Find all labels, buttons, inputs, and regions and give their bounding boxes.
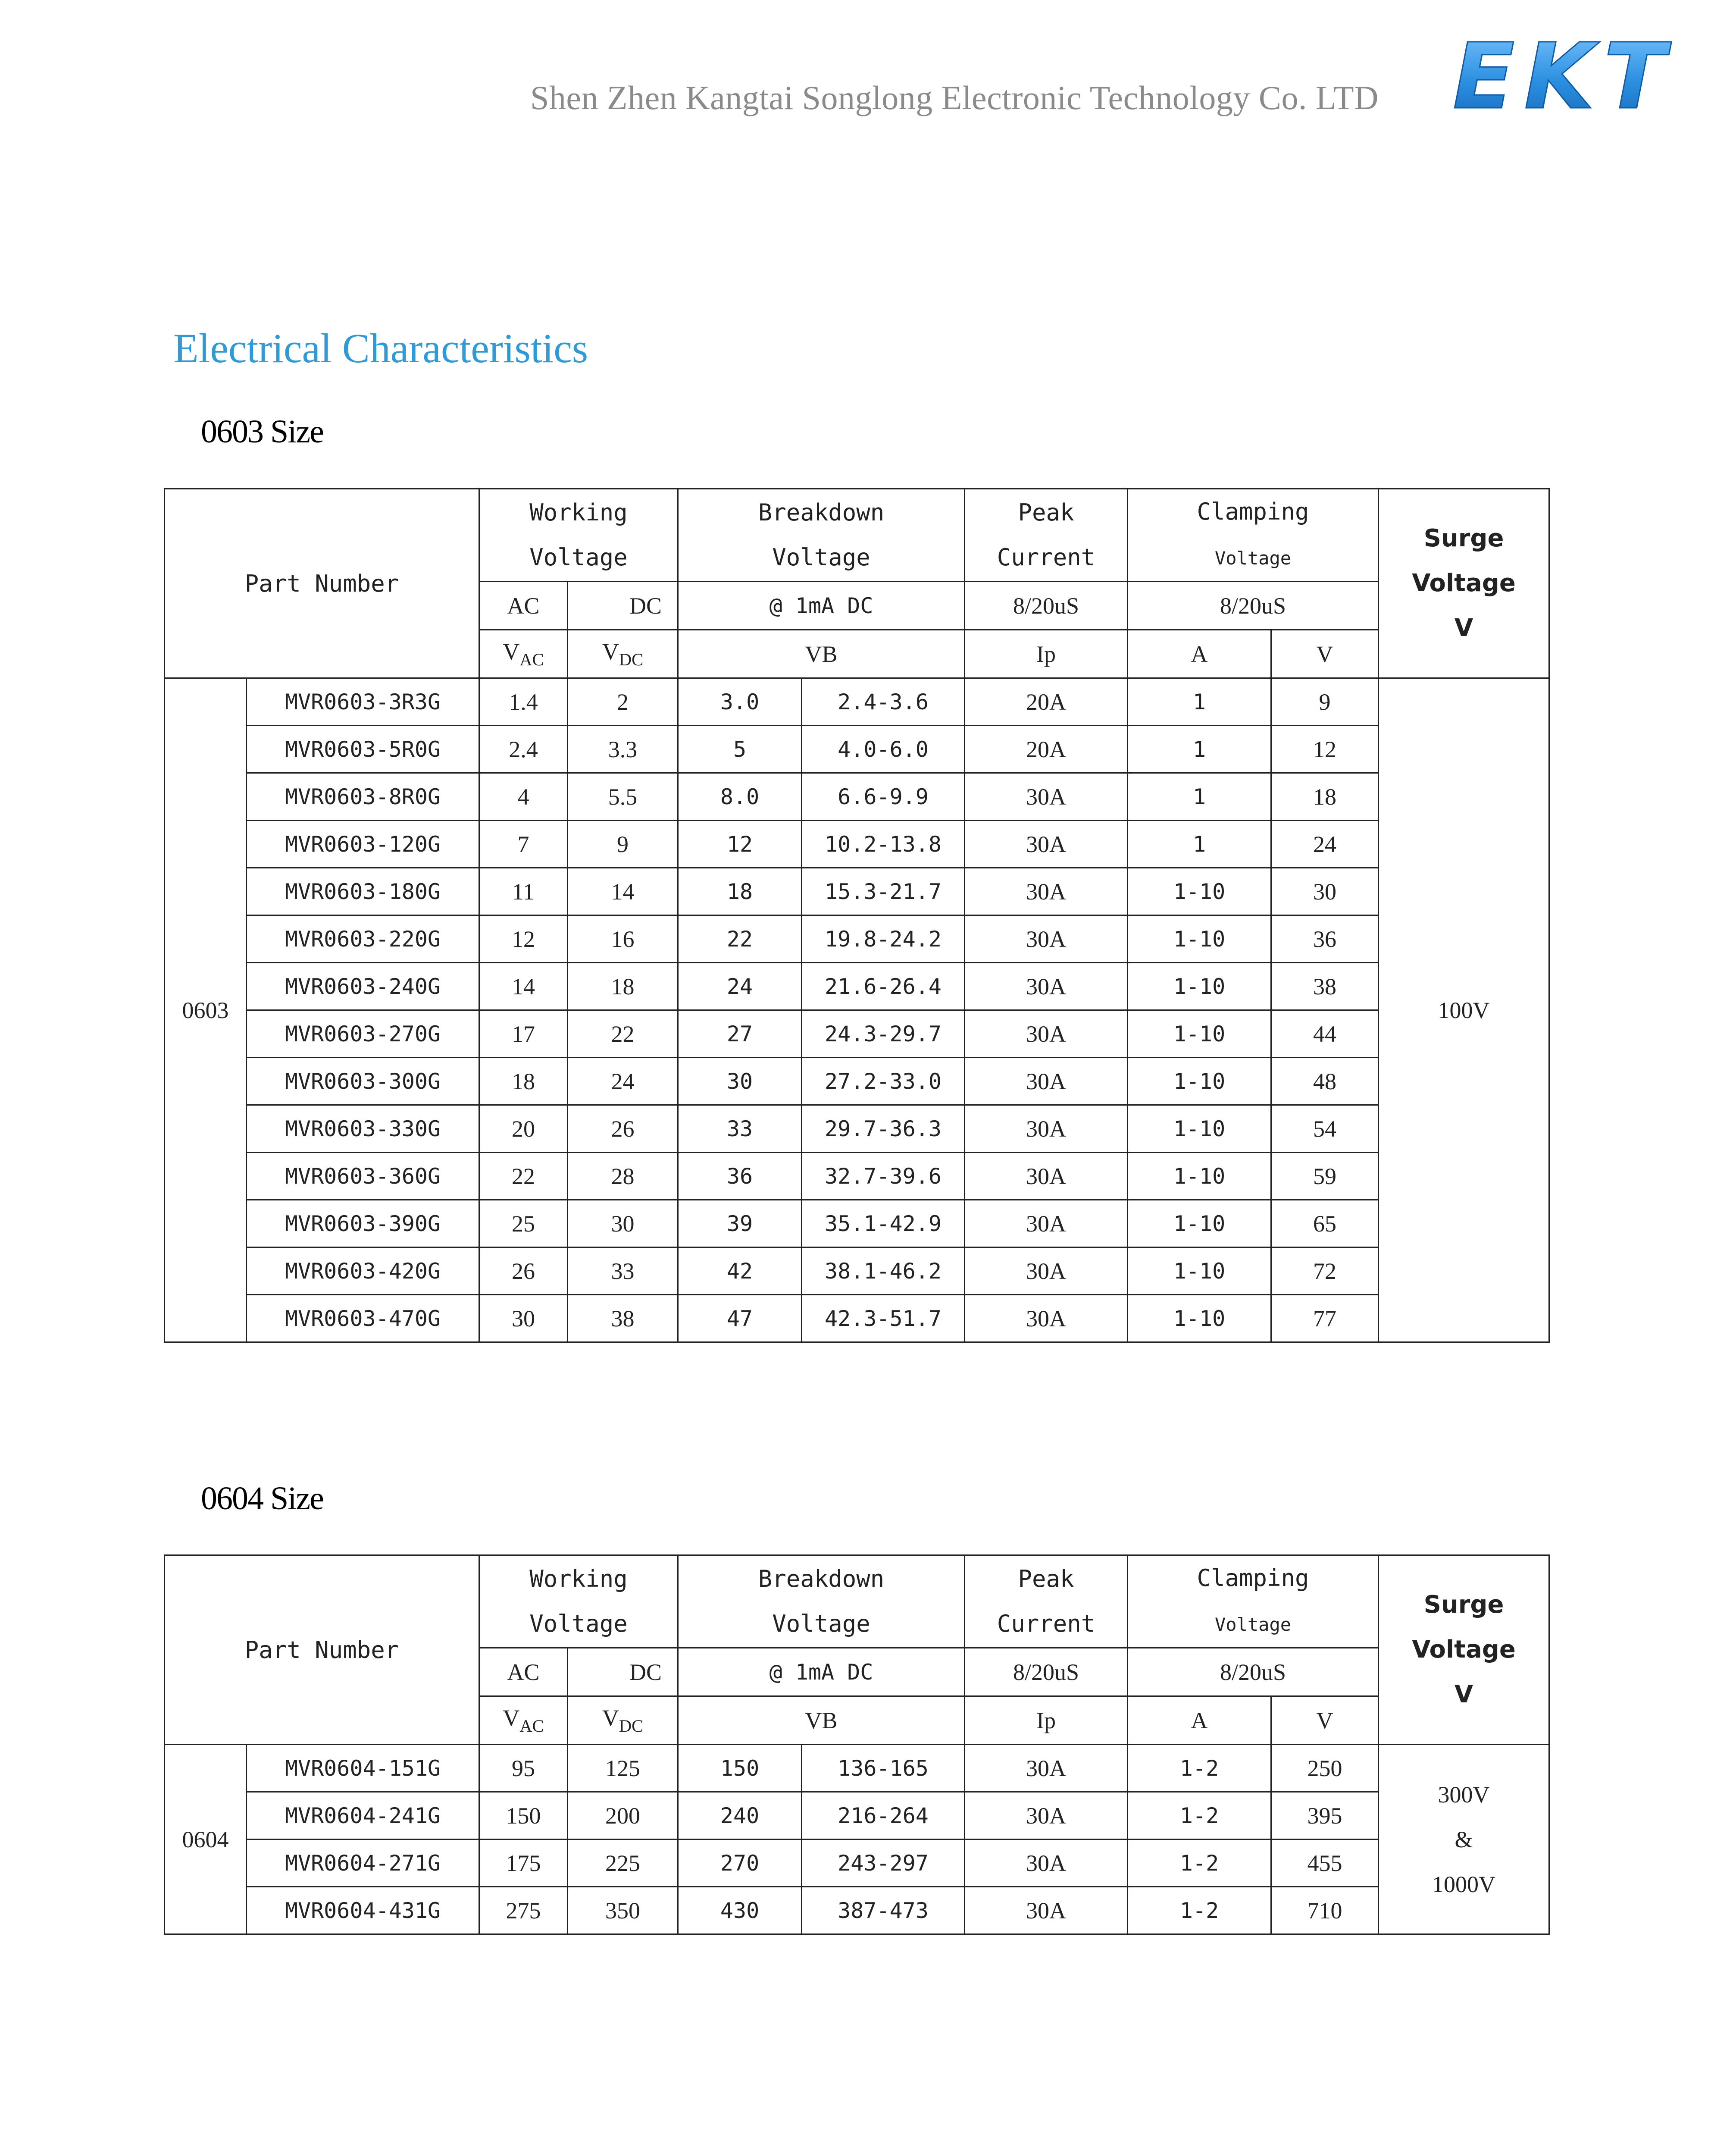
vb-cell: 430 bbox=[678, 1887, 802, 1934]
vb-range-cell: 2.4-3.6 bbox=[802, 678, 965, 726]
ip-cell: 30A bbox=[965, 1105, 1128, 1153]
vdc-cell: 5.5 bbox=[568, 773, 678, 821]
clamp-current-cell: 1 bbox=[1128, 678, 1271, 726]
vb-range-cell: 29.7-36.3 bbox=[802, 1105, 965, 1153]
vdc-cell: 28 bbox=[568, 1153, 678, 1200]
part-number-cell: MVR0604-241G bbox=[247, 1792, 479, 1839]
clamp-voltage-cell: 36 bbox=[1271, 915, 1379, 963]
part-number-cell: MVR0603-120G bbox=[247, 821, 479, 868]
part-number-cell: MVR0603-270G bbox=[247, 1010, 479, 1058]
table-row bbox=[165, 963, 1549, 1010]
table-row bbox=[165, 868, 1549, 915]
vb-cell: 18 bbox=[678, 868, 802, 915]
clamp-voltage-cell: 72 bbox=[1271, 1247, 1379, 1295]
table-row bbox=[165, 678, 1549, 726]
header-ip: Ip bbox=[965, 1696, 1128, 1745]
clamp-voltage-cell: 30 bbox=[1271, 868, 1379, 915]
company-logo bbox=[1448, 26, 1690, 134]
header-ac: AC bbox=[479, 1648, 568, 1696]
ip-cell: 30A bbox=[965, 1839, 1128, 1887]
vb-cell: 3.0 bbox=[678, 678, 802, 726]
vb-cell: 8.0 bbox=[678, 773, 802, 821]
clamp-voltage-cell: 77 bbox=[1271, 1295, 1379, 1342]
vb-range-cell: 216-264 bbox=[802, 1792, 965, 1839]
size-group-cell: 0603 bbox=[165, 678, 247, 1342]
ip-cell: 30A bbox=[965, 1200, 1128, 1247]
header-a: A bbox=[1128, 1696, 1271, 1745]
table-row bbox=[165, 1745, 1549, 1792]
size-group-cell: 0604 bbox=[165, 1745, 247, 1934]
vdc-cell: 350 bbox=[568, 1887, 678, 1934]
vb-cell: 150 bbox=[678, 1745, 802, 1792]
table-row bbox=[165, 1105, 1549, 1153]
part-number-cell: MVR0604-431G bbox=[247, 1887, 479, 1934]
clamp-current-cell: 1-10 bbox=[1128, 1058, 1271, 1105]
header-surge-voltage: Surge Voltage V bbox=[1379, 489, 1549, 678]
header-breakdown-condition: @ 1mA DC bbox=[678, 582, 965, 630]
clamp-voltage-cell: 54 bbox=[1271, 1105, 1379, 1153]
clamp-current-cell: 1-10 bbox=[1128, 1200, 1271, 1247]
table-row bbox=[165, 726, 1549, 773]
vb-cell: 36 bbox=[678, 1153, 802, 1200]
size-title-0604: 0604 Size bbox=[201, 1480, 323, 1517]
part-number-cell: MVR0604-151G bbox=[247, 1745, 479, 1792]
vdc-cell: 225 bbox=[568, 1839, 678, 1887]
rows-0604 bbox=[165, 1745, 1549, 1934]
vb-range-cell: 10.2-13.8 bbox=[802, 821, 965, 868]
vb-cell: 33 bbox=[678, 1105, 802, 1153]
vac-cell: 14 bbox=[479, 963, 568, 1010]
rows-0603 bbox=[165, 678, 1549, 1342]
part-number-cell: MVR0603-180G bbox=[247, 868, 479, 915]
header-surge-voltage: Surge Voltage V bbox=[1379, 1555, 1549, 1745]
spec-table-0604 bbox=[164, 1554, 1550, 1935]
header-vb: VB bbox=[678, 630, 965, 678]
part-number-cell: MVR0603-3R3G bbox=[247, 678, 479, 726]
vdc-cell: 3.3 bbox=[568, 726, 678, 773]
ip-cell: 20A bbox=[965, 726, 1128, 773]
vdc-cell: 33 bbox=[568, 1247, 678, 1295]
table-row bbox=[165, 1010, 1549, 1058]
header-vdc: $V_{DC}$ bbox=[568, 630, 678, 678]
vdc-cell: 38 bbox=[568, 1295, 678, 1342]
vac-cell: 26 bbox=[479, 1247, 568, 1295]
clamp-current-cell: 1-2 bbox=[1128, 1887, 1271, 1934]
vdc-cell: 200 bbox=[568, 1792, 678, 1839]
clamp-voltage-cell: 48 bbox=[1271, 1058, 1379, 1105]
clamp-current-cell: 1-10 bbox=[1128, 868, 1271, 915]
ip-cell: 30A bbox=[965, 915, 1128, 963]
table-row bbox=[165, 1058, 1549, 1105]
ip-cell: 30A bbox=[965, 1010, 1128, 1058]
clamp-voltage-cell: 455 bbox=[1271, 1839, 1379, 1887]
part-number-cell: MVR0603-420G bbox=[247, 1247, 479, 1295]
table-row bbox=[165, 1247, 1549, 1295]
table-row bbox=[165, 1792, 1549, 1839]
part-number-cell: MVR0603-5R0G bbox=[247, 726, 479, 773]
vdc-cell: 30 bbox=[568, 1200, 678, 1247]
clamp-current-cell: 1-10 bbox=[1128, 915, 1271, 963]
vb-range-cell: 24.3-29.7 bbox=[802, 1010, 965, 1058]
surge-voltage-cell: 300V & 1000V bbox=[1379, 1745, 1549, 1934]
vdc-cell: 26 bbox=[568, 1105, 678, 1153]
table-row bbox=[165, 1153, 1549, 1200]
table-row bbox=[165, 773, 1549, 821]
table-row bbox=[165, 1200, 1549, 1247]
surge-voltage-cell: 100V bbox=[1379, 678, 1549, 1342]
header-dc: DC bbox=[568, 1648, 678, 1696]
header-clamp-condition: 8/20uS bbox=[1128, 1648, 1379, 1696]
clamp-current-cell: 1-10 bbox=[1128, 1105, 1271, 1153]
ip-cell: 30A bbox=[965, 868, 1128, 915]
clamp-voltage-cell: 24 bbox=[1271, 821, 1379, 868]
clamp-current-cell: 1-10 bbox=[1128, 1295, 1271, 1342]
vb-cell: 42 bbox=[678, 1247, 802, 1295]
header-ip: Ip bbox=[965, 630, 1128, 678]
table-row bbox=[165, 1839, 1549, 1887]
size-title-0603: 0603 Size bbox=[201, 414, 323, 450]
vb-range-cell: 21.6-26.4 bbox=[802, 963, 965, 1010]
clamp-current-cell: 1-10 bbox=[1128, 1247, 1271, 1295]
header-clamping-voltage: Clamping Voltage bbox=[1128, 489, 1379, 582]
header-vac: $V_{AC}$ bbox=[479, 1696, 568, 1745]
clamp-voltage-cell: 59 bbox=[1271, 1153, 1379, 1200]
header-peak-current: Peak Current bbox=[965, 1555, 1128, 1648]
part-number-cell: MVR0603-8R0G bbox=[247, 773, 479, 821]
vb-range-cell: 19.8-24.2 bbox=[802, 915, 965, 963]
vb-cell: 240 bbox=[678, 1792, 802, 1839]
header-vdc: $V_{DC}$ bbox=[568, 1696, 678, 1745]
vb-range-cell: 32.7-39.6 bbox=[802, 1153, 965, 1200]
section-title: Electrical Characteristics bbox=[173, 325, 588, 371]
header-vac: $V_{AC}$ bbox=[479, 630, 568, 678]
clamp-voltage-cell: 710 bbox=[1271, 1887, 1379, 1934]
vac-cell: 12 bbox=[479, 915, 568, 963]
ip-cell: 30A bbox=[965, 1792, 1128, 1839]
clamp-current-cell: 1 bbox=[1128, 726, 1271, 773]
clamp-voltage-cell: 12 bbox=[1271, 726, 1379, 773]
ip-cell: 30A bbox=[965, 1058, 1128, 1105]
clamp-current-cell: 1-2 bbox=[1128, 1745, 1271, 1792]
vac-cell: 18 bbox=[479, 1058, 568, 1105]
vdc-cell: 9 bbox=[568, 821, 678, 868]
vb-range-cell: 27.2-33.0 bbox=[802, 1058, 965, 1105]
clamp-current-cell: 1-10 bbox=[1128, 1153, 1271, 1200]
header-part-number: Part Number bbox=[165, 1555, 479, 1745]
vb-cell: 270 bbox=[678, 1839, 802, 1887]
vb-cell: 5 bbox=[678, 726, 802, 773]
part-number-cell: MVR0603-390G bbox=[247, 1200, 479, 1247]
vac-cell: 20 bbox=[479, 1105, 568, 1153]
ip-cell: 30A bbox=[965, 773, 1128, 821]
ip-cell: 30A bbox=[965, 1745, 1128, 1792]
ip-cell: 30A bbox=[965, 1247, 1128, 1295]
ip-cell: 30A bbox=[965, 963, 1128, 1010]
vb-cell: 27 bbox=[678, 1010, 802, 1058]
vb-range-cell: 6.6-9.9 bbox=[802, 773, 965, 821]
vb-range-cell: 35.1-42.9 bbox=[802, 1200, 965, 1247]
header-vb: VB bbox=[678, 1696, 965, 1745]
vb-range-cell: 243-297 bbox=[802, 1839, 965, 1887]
header-breakdown-condition: @ 1mA DC bbox=[678, 1648, 965, 1696]
ip-cell: 30A bbox=[965, 821, 1128, 868]
vac-cell: 175 bbox=[479, 1839, 568, 1887]
header-clamping-voltage: Clamping Voltage bbox=[1128, 1555, 1379, 1648]
vb-range-cell: 38.1-46.2 bbox=[802, 1247, 965, 1295]
table-row bbox=[165, 821, 1549, 868]
header-working-voltage: Working Voltage bbox=[479, 489, 678, 582]
clamp-current-cell: 1 bbox=[1128, 821, 1271, 868]
part-number-cell: MVR0603-220G bbox=[247, 915, 479, 963]
vb-cell: 39 bbox=[678, 1200, 802, 1247]
vdc-cell: 2 bbox=[568, 678, 678, 726]
vb-range-cell: 15.3-21.7 bbox=[802, 868, 965, 915]
vac-cell: 2.4 bbox=[479, 726, 568, 773]
clamp-voltage-cell: 38 bbox=[1271, 963, 1379, 1010]
vac-cell: 30 bbox=[479, 1295, 568, 1342]
vb-range-cell: 387-473 bbox=[802, 1887, 965, 1934]
header-clamp-condition: 8/20uS bbox=[1128, 582, 1379, 630]
clamp-current-cell: 1-2 bbox=[1128, 1792, 1271, 1839]
vb-cell: 30 bbox=[678, 1058, 802, 1105]
vac-cell: 7 bbox=[479, 821, 568, 868]
clamp-voltage-cell: 65 bbox=[1271, 1200, 1379, 1247]
header-ac: AC bbox=[479, 582, 568, 630]
vb-range-cell: 136-165 bbox=[802, 1745, 965, 1792]
part-number-cell: MVR0604-271G bbox=[247, 1839, 479, 1887]
vb-range-cell: 4.0-6.0 bbox=[802, 726, 965, 773]
vb-cell: 47 bbox=[678, 1295, 802, 1342]
part-number-cell: MVR0603-360G bbox=[247, 1153, 479, 1200]
vdc-cell: 14 bbox=[568, 868, 678, 915]
clamp-current-cell: 1 bbox=[1128, 773, 1271, 821]
header-part-number: Part Number bbox=[165, 489, 479, 678]
part-number-cell: MVR0603-470G bbox=[247, 1295, 479, 1342]
vac-cell: 25 bbox=[479, 1200, 568, 1247]
vac-cell: 95 bbox=[479, 1745, 568, 1792]
header-peak-current: Peak Current bbox=[965, 489, 1128, 582]
header-peak-condition: 8/20uS bbox=[965, 1648, 1128, 1696]
clamp-voltage-cell: 18 bbox=[1271, 773, 1379, 821]
vac-cell: 150 bbox=[479, 1792, 568, 1839]
clamp-current-cell: 1-10 bbox=[1128, 1010, 1271, 1058]
clamp-current-cell: 1-2 bbox=[1128, 1839, 1271, 1887]
part-number-cell: MVR0603-330G bbox=[247, 1105, 479, 1153]
header-working-voltage: Working Voltage bbox=[479, 1555, 678, 1648]
vdc-cell: 16 bbox=[568, 915, 678, 963]
vac-cell: 275 bbox=[479, 1887, 568, 1934]
header-breakdown-voltage: Breakdown Voltage bbox=[678, 489, 965, 582]
vb-range-cell: 42.3-51.7 bbox=[802, 1295, 965, 1342]
clamp-current-cell: 1-10 bbox=[1128, 963, 1271, 1010]
clamp-voltage-cell: 395 bbox=[1271, 1792, 1379, 1839]
header-breakdown-voltage: Breakdown Voltage bbox=[678, 1555, 965, 1648]
vac-cell: 22 bbox=[479, 1153, 568, 1200]
clamp-voltage-cell: 44 bbox=[1271, 1010, 1379, 1058]
vb-cell: 22 bbox=[678, 915, 802, 963]
header-v: V bbox=[1271, 630, 1379, 678]
clamp-voltage-cell: 9 bbox=[1271, 678, 1379, 726]
vb-cell: 12 bbox=[678, 821, 802, 868]
header-peak-condition: 8/20uS bbox=[965, 582, 1128, 630]
vac-cell: 4 bbox=[479, 773, 568, 821]
table-row bbox=[165, 1295, 1549, 1342]
company-name: Shen Zhen Kangtai Songlong Electronic Technology Co. LTD bbox=[530, 79, 1379, 116]
ip-cell: 20A bbox=[965, 678, 1128, 726]
ip-cell: 30A bbox=[965, 1295, 1128, 1342]
header-a: A bbox=[1128, 630, 1271, 678]
vdc-cell: 24 bbox=[568, 1058, 678, 1105]
part-number-cell: MVR0603-300G bbox=[247, 1058, 479, 1105]
vac-cell: 1.4 bbox=[479, 678, 568, 726]
header-v: V bbox=[1271, 1696, 1379, 1745]
table-row bbox=[165, 1887, 1549, 1934]
vdc-cell: 22 bbox=[568, 1010, 678, 1058]
part-number-cell: MVR0603-240G bbox=[247, 963, 479, 1010]
header-dc: DC bbox=[568, 582, 678, 630]
vac-cell: 17 bbox=[479, 1010, 568, 1058]
clamp-voltage-cell: 250 bbox=[1271, 1745, 1379, 1792]
vdc-cell: 125 bbox=[568, 1745, 678, 1792]
ip-cell: 30A bbox=[965, 1887, 1128, 1934]
ip-cell: 30A bbox=[965, 1153, 1128, 1200]
logo-text: EKT bbox=[1453, 26, 1675, 129]
vb-cell: 24 bbox=[678, 963, 802, 1010]
vac-cell: 11 bbox=[479, 868, 568, 915]
vdc-cell: 18 bbox=[568, 963, 678, 1010]
table-row bbox=[165, 915, 1549, 963]
spec-table-0603 bbox=[164, 488, 1550, 1343]
